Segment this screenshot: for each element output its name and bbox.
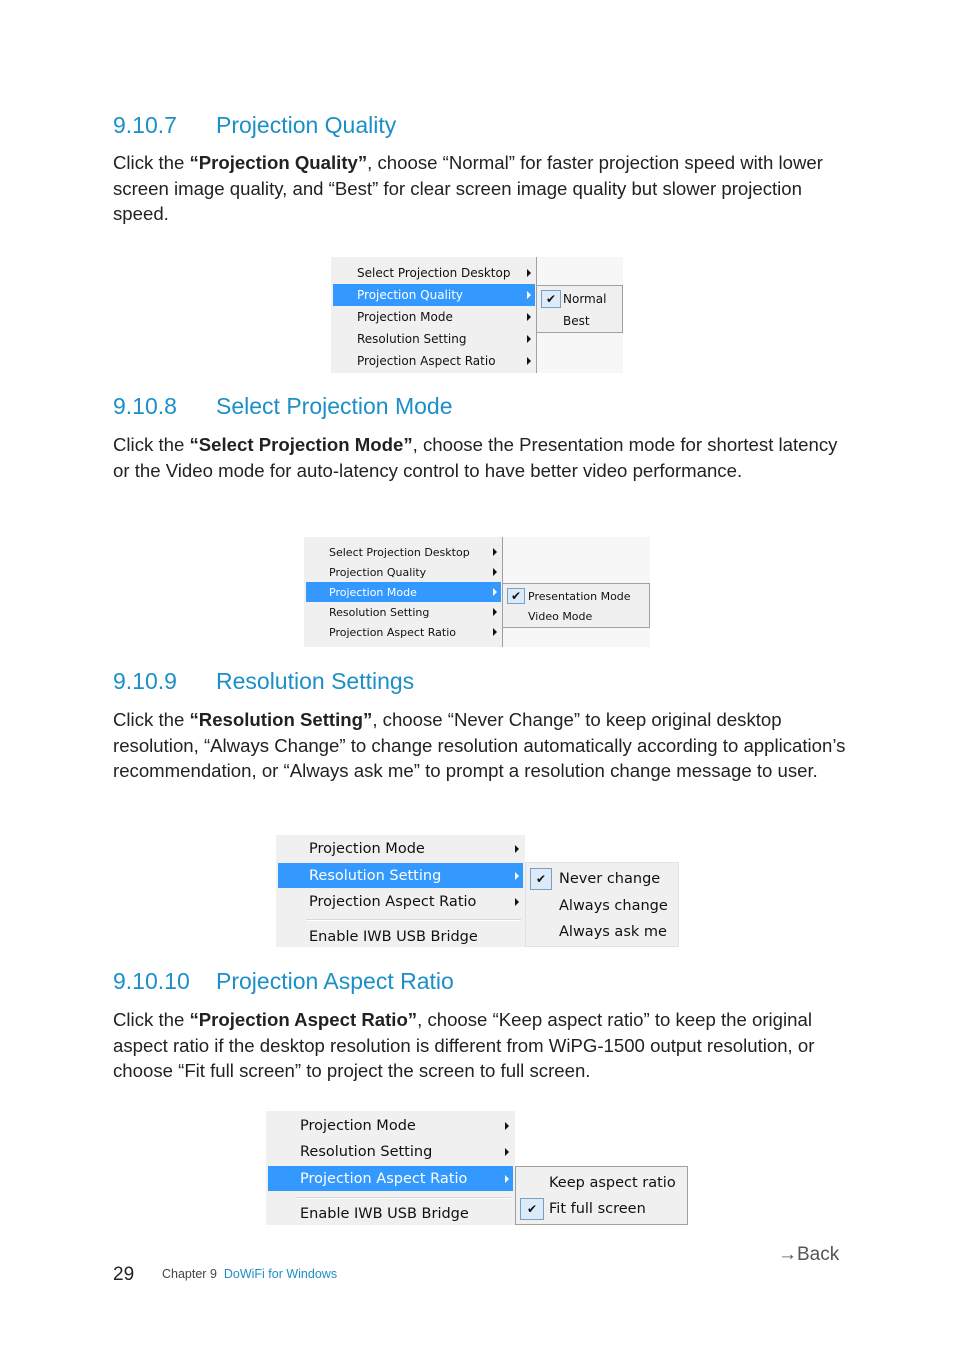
- triangle-right-icon: [527, 357, 531, 365]
- page-number: 29: [113, 1264, 135, 1285]
- paragraph-emphasis: “Select Projection Mode”: [189, 434, 413, 455]
- background-fill: [503, 628, 650, 647]
- background-fill: [537, 257, 623, 285]
- checkmark-icon: ✔: [520, 1198, 544, 1220]
- triangle-right-icon: [515, 845, 519, 853]
- checkmark-icon: ✔: [541, 290, 561, 308]
- back-link[interactable]: →Back: [778, 1244, 840, 1265]
- section-title: Projection Quality: [216, 112, 397, 138]
- checkmark-icon: ✔: [530, 868, 552, 890]
- paragraph-text: , choose “Normal” for faster projection speed with lower screen image quality, and “Best” for clear screen image quality but slower projection speed.: [113, 152, 823, 225]
- background-fill: [537, 333, 623, 373]
- submenu-item-never-change[interactable]: [528, 866, 676, 892]
- menu-separator: [306, 919, 521, 921]
- menu-item-label: Projection Aspect Ratio: [300, 1170, 468, 1187]
- submenu-item-presentation-mode[interactable]: [505, 586, 647, 606]
- context-menu: [266, 1111, 515, 1225]
- submenu-item-keep-aspect-ratio[interactable]: [518, 1170, 685, 1196]
- menu-item-projection-mode[interactable]: [306, 582, 501, 602]
- paragraph-text: , choose “Keep aspect ratio” to keep the original aspect ratio if the desktop resolution is different from WiPG-1500 output resolution, or choose “Fit full screen” to project the screen to full screen.: [113, 1009, 815, 1082]
- menu-item-label: Resolution Setting: [329, 605, 430, 619]
- section-heading-projection-quality: [113, 112, 396, 139]
- menu-separator: [296, 1197, 511, 1199]
- submenu: [525, 862, 679, 947]
- menu-item-label: Resolution Setting: [357, 332, 467, 346]
- menu-item-projection-aspect-ratio[interactable]: [306, 622, 501, 642]
- paragraph-text: Click the: [113, 709, 190, 730]
- paragraph-emphasis: “Projection Quality”: [189, 152, 368, 173]
- menu-item-label: Projection Mode: [329, 585, 417, 599]
- triangle-right-icon: [527, 291, 531, 299]
- chapter-link[interactable]: DoWiFi for Windows: [223, 1267, 338, 1281]
- menu-item-label: Select Projection Desktop: [329, 545, 470, 559]
- chapter-label: Chapter 9: [162, 1267, 217, 1281]
- menu-item-select-projection-desktop[interactable]: [306, 542, 501, 562]
- menu-item-label: Projection Aspect Ratio: [329, 625, 456, 639]
- menu-item-label: Resolution Setting: [309, 867, 442, 884]
- triangle-right-icon: [527, 313, 531, 321]
- submenu-item-label: Video Mode: [528, 609, 593, 623]
- menu-item-label: Projection Mode: [357, 310, 453, 324]
- menu-item-label: Projection Aspect Ratio: [309, 894, 477, 910]
- menu-item-enable-iwb-usb-bridge[interactable]: [268, 1202, 513, 1226]
- menu-item-resolution-setting[interactable]: [278, 863, 523, 888]
- triangle-right-icon: [505, 1175, 509, 1183]
- submenu-item-always-ask-me[interactable]: [528, 919, 676, 945]
- section-paragraph: [113, 1007, 848, 1084]
- submenu-item-label: Normal: [563, 292, 607, 306]
- menu-item-select-projection-desktop[interactable]: [333, 262, 535, 284]
- submenu-item-label: Fit full screen: [549, 1201, 646, 1217]
- menu-item-label: Enable IWB USB Bridge: [300, 1206, 469, 1222]
- triangle-right-icon: [493, 628, 497, 636]
- section-heading-resolution-settings: [113, 668, 414, 695]
- background-fill: [503, 537, 650, 583]
- submenu-item-fit-full-screen[interactable]: [518, 1196, 685, 1222]
- context-menu: [331, 257, 537, 373]
- triangle-right-icon: [515, 898, 519, 906]
- triangle-right-icon: [493, 548, 497, 556]
- menu-item-projection-mode[interactable]: [333, 306, 535, 328]
- submenu-item-label: Presentation Mode: [528, 589, 631, 603]
- section-paragraph: [113, 432, 848, 483]
- paragraph-emphasis: “Resolution Setting”: [189, 709, 373, 730]
- submenu-item-label: Always change: [559, 897, 668, 914]
- section-paragraph: [113, 707, 848, 784]
- menu-item-label: Enable IWB USB Bridge: [309, 929, 478, 945]
- menu-item-enable-iwb-usb-bridge[interactable]: [278, 925, 523, 949]
- menu-item-resolution-setting[interactable]: [268, 1139, 513, 1164]
- menu-item-projection-mode[interactable]: [278, 837, 523, 861]
- section-number: 9.10.8: [113, 393, 177, 419]
- section-number: 9.10.10: [113, 968, 190, 994]
- menu-item-projection-quality[interactable]: [333, 284, 535, 306]
- section-title: Resolution Settings: [216, 668, 415, 694]
- menu-item-projection-quality[interactable]: [306, 562, 501, 582]
- chapter-footer: [162, 1267, 337, 1281]
- menu-item-resolution-setting[interactable]: [333, 328, 535, 350]
- submenu-item-always-change[interactable]: [528, 892, 676, 919]
- paragraph-emphasis: “Projection Aspect Ratio”: [189, 1009, 418, 1030]
- section-title: Projection Aspect Ratio: [216, 968, 454, 994]
- menu-item-projection-aspect-ratio[interactable]: [333, 350, 535, 372]
- paragraph-text: Click the: [113, 152, 190, 173]
- submenu-item-label: Never change: [559, 871, 661, 887]
- menu-item-label: Projection Mode: [300, 1117, 416, 1134]
- triangle-right-icon: [493, 608, 497, 616]
- context-menu: [276, 835, 525, 947]
- submenu-item-best[interactable]: [539, 310, 620, 332]
- submenu: [515, 1166, 688, 1225]
- menu-item-label: Resolution Setting: [300, 1143, 433, 1160]
- paragraph-text: Click the: [113, 434, 190, 455]
- triangle-right-icon: [505, 1122, 509, 1130]
- paragraph-text: , choose the Presentation mode for shortest latency or the Video mode for auto-latency control to have better video performance.: [113, 434, 838, 481]
- submenu: [502, 583, 650, 628]
- menu-item-label: Projection Mode: [309, 841, 425, 857]
- submenu-item-label: Always ask me: [559, 924, 667, 940]
- section-heading-projection-aspect-ratio: [113, 968, 454, 995]
- menu-item-projection-aspect-ratio[interactable]: [268, 1166, 513, 1191]
- triangle-right-icon: [493, 588, 497, 596]
- menu-item-label: Projection Quality: [329, 565, 427, 579]
- triangle-right-icon: [493, 568, 497, 576]
- menu-item-projection-aspect-ratio[interactable]: [278, 890, 523, 914]
- menu-item-resolution-setting[interactable]: [306, 602, 501, 622]
- checkmark-icon: ✔: [507, 588, 525, 604]
- triangle-right-icon: [527, 269, 531, 277]
- paragraph-text: Click the: [113, 1009, 190, 1030]
- menu-item-label: Projection Aspect Ratio: [357, 354, 496, 368]
- paragraph-text: , choose “Never Change” to keep original desktop resolution, “Always Change” to change resolution automatically according to application’s recommendation, or “Always ask me” to prompt a resolution change message to user.: [113, 709, 846, 782]
- context-menu: [304, 537, 503, 647]
- section-number: 9.10.7: [113, 112, 177, 138]
- section-title: Select Projection Mode: [216, 393, 453, 419]
- triangle-right-icon: [527, 335, 531, 343]
- menu-item-label: Projection Quality: [357, 288, 464, 302]
- submenu-item-label: Keep aspect ratio: [549, 1175, 676, 1191]
- submenu: [536, 285, 623, 333]
- submenu-item-normal[interactable]: [539, 288, 620, 310]
- submenu-item-label: Best: [563, 314, 590, 328]
- triangle-right-icon: [505, 1148, 509, 1156]
- section-heading-select-projection-mode: [113, 393, 453, 420]
- triangle-right-icon: [515, 872, 519, 880]
- menu-item-label: Select Projection Desktop: [357, 266, 511, 280]
- section-number: 9.10.9: [113, 668, 177, 694]
- section-paragraph: [113, 150, 848, 227]
- submenu-item-video-mode[interactable]: [505, 606, 647, 626]
- menu-item-projection-mode[interactable]: [268, 1113, 513, 1138]
